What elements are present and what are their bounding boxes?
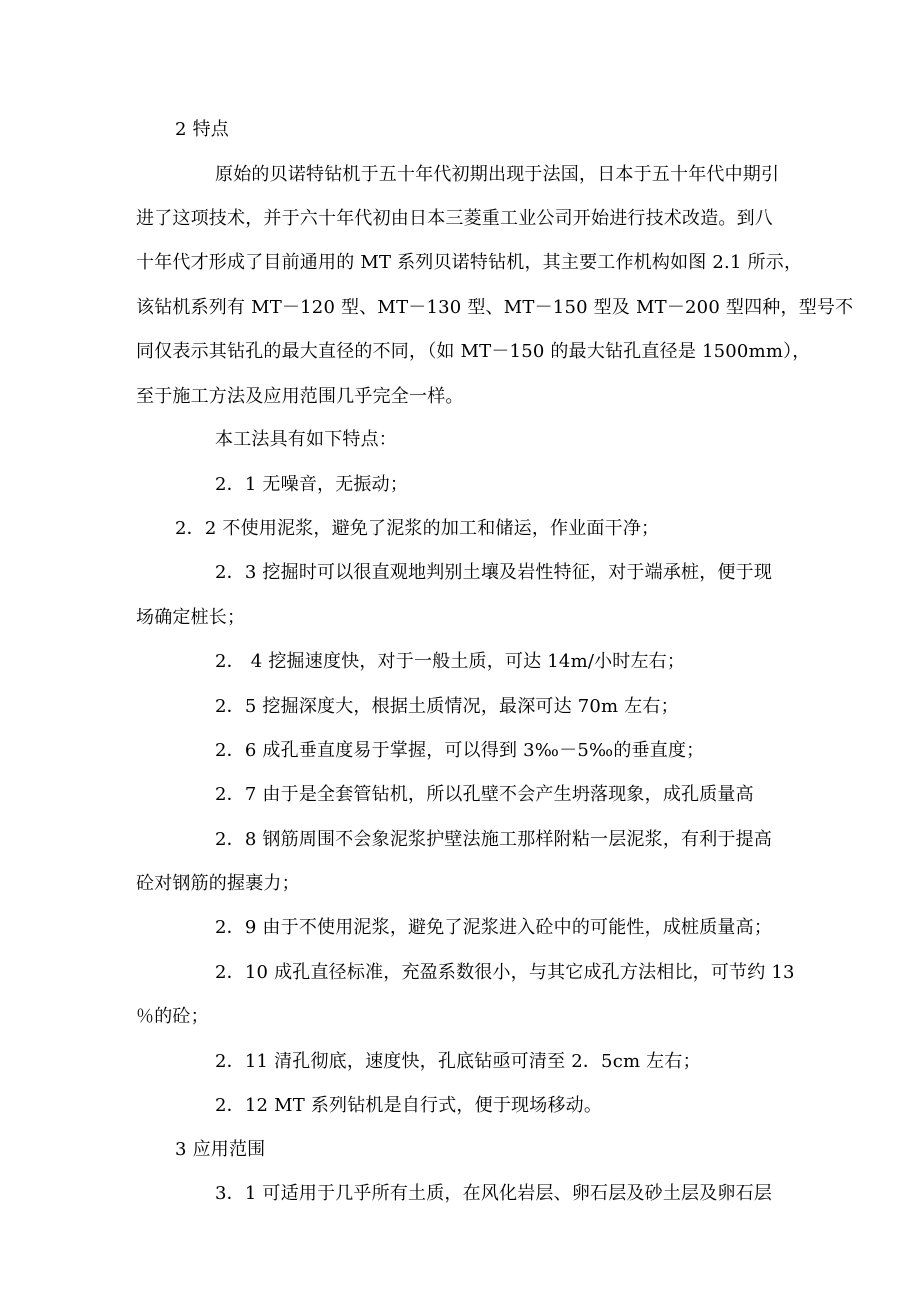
section-heading: 2 特点 [175,119,229,140]
list-item: 2． 4 挖掘速度快，对于一般土质，可达 14m/小时左右； [215,651,686,672]
list-item-continuation: 场确定桩长； [136,607,246,628]
paragraph-line: 同仅表示其钻孔的最大直径的不同，（如 MT－150 的最大钻孔直径是 1500mm）， [136,341,811,362]
list-item: 2．3 挖掘时可以很直观地判别土壤及岩性特征，对于端承桩，便于现 [215,562,773,583]
list-item: 2．7 由于是全套管钻机，所以孔壁不会产生坍落现象，成孔质量高 [215,784,754,805]
list-item-continuation: 砼对钢筋的握裹力； [136,873,300,894]
paragraph-line: 十年代才形成了目前通用的 MT 系列贝诺特钻机，其主要工作机构如图 2.1 所示， [136,252,803,273]
section-heading: 3 应用范围 [175,1139,266,1160]
list-item: 2．9 由于不使用泥浆，避免了泥浆进入砼中的可能性，成桩质量高； [215,917,773,938]
paragraph-line: 原始的贝诺特钻机于五十年代初期出现于法国，日本于五十年代中期引 [215,164,780,185]
list-item: 2．12 MT 系列钻机是自行式，便于现场移动。 [215,1095,603,1116]
paragraph-line: 进了这项技术，并于六十年代初由日本三菱重工业公司开始进行技术改造。到八 [136,208,773,229]
list-item: 2．1 无噪音，无振动； [215,474,409,495]
paragraph-line: 至于施工方法及应用范围几乎完全一样。 [136,386,464,407]
list-item-continuation: ％的砼； [136,1006,209,1027]
list-item: 2．11 清孔彻底，速度快，孔底钻亟可清至 2．5cm 左右； [215,1051,701,1072]
list-item: 3．1 可适用于几乎所有土质，在风化岩层、卵石层及砂土层及卵石层 [215,1183,773,1204]
list-item: 2．6 成孔垂直度易于掌握，可以得到 3‰－5‰的垂直度； [215,740,705,761]
list-item: 2．8 钢筋周围不会象泥浆护壁法施工那样附粘一层泥浆，有利于提高 [215,829,773,850]
list-item: 2．10 成孔直径标准，充盈系数很小，与其它成孔方法相比，可节约 13 [215,962,795,983]
list-item: 2．5 挖掘深度大，根据土质情况，最深可达 70m 左右； [215,696,679,717]
paragraph-line: 该钻机系列有 MT－120 型、MT－130 型、MT－150 型及 MT－200 型四种，型号不 [136,297,854,318]
list-item: 2．2 不使用泥浆，避免了泥浆的加工和储运，作业面干净； [175,518,660,539]
features-intro: 本工法具有如下特点： [215,429,397,450]
